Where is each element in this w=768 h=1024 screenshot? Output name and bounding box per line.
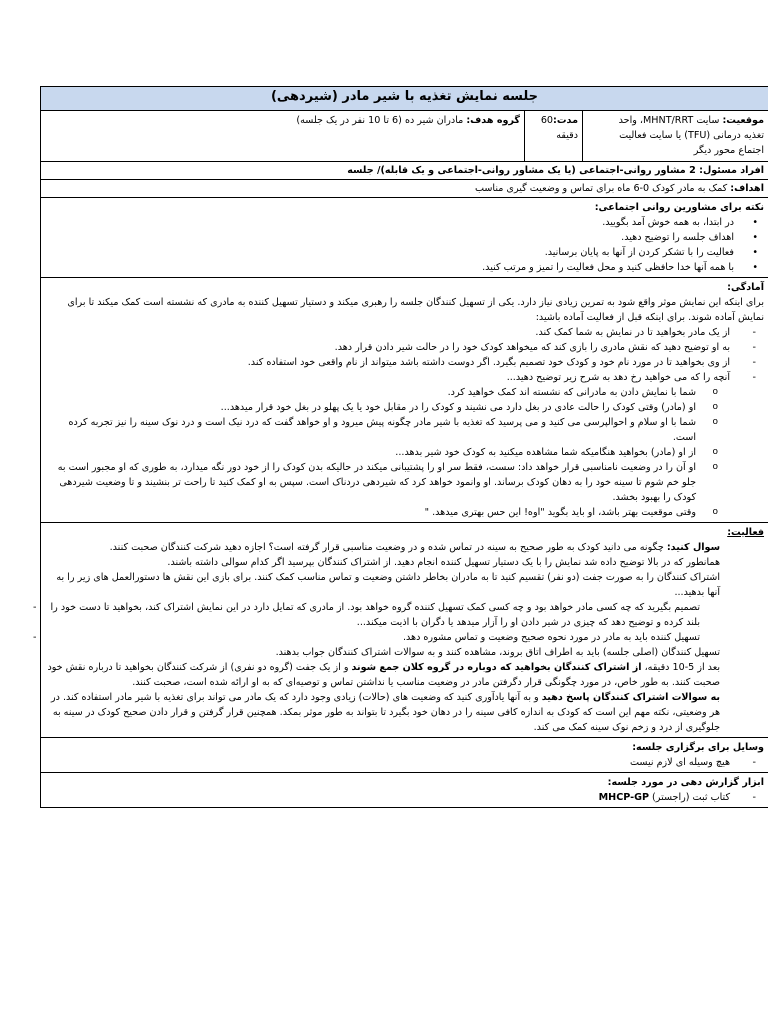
preparation-heading: آمادگی: — [727, 282, 765, 293]
list-item: o شما با نمایش دادن به مادرانی که نشسته اند کمک خواهید کرد. — [45, 385, 696, 400]
duration-cell — [525, 111, 583, 162]
activity-cell — [41, 523, 768, 738]
counselor-notes-cell — [41, 198, 768, 278]
list-item — [45, 660, 720, 690]
reporting-list — [45, 790, 764, 805]
activity-text: اشتراک کنندگان را به صورت جفت (دو نفر) تقسیم کنید تا به مادران بخاطر داشتن وضعیت و تماس مناسب کمک کنند. برای بازی این نقش ها دستورالعمل های زیر را به آنها بدهید... — [56, 572, 721, 598]
activity-bold-text: به سوالات اشتراک کنندگان پاسخ دهید — [541, 692, 721, 703]
activity-text: همانطور که در بالا توضیح داده شد نمایش را با یک دستیار تسهیل کننده انجام دهید. از اشتراک کنندگان بپرسید اگر کدام سوالی داشته باشند. — [167, 557, 721, 568]
tools-cell — [41, 738, 768, 773]
session-title: جلسه نمایش تغذیه با شیر مادر (شیردهی) — [41, 87, 768, 111]
preparation-intro: برای اینکه این نمایش موثر واقع شود به تمرین زیادی نیاز دارد. یکی از تسهیل کنندگان جلسه را رهبری میکند و دستیار تسهیل کننده به مادری که نشسته است کمک میکند تا برای نمایش آماده شوند. برای اینکه قبل از فعالیت آماده باشید: — [67, 297, 765, 323]
list-item — [45, 540, 720, 555]
target-group-cell — [41, 111, 525, 162]
tools-list — [45, 755, 764, 770]
list-item: o او (مادر) وقتی کودک را حالت عادی در بغل دارد می نشیند و کودک را در مقابل خود یا یک پهلو در بغل خود قرار میدهد... — [45, 400, 696, 415]
list-item: - هیچ وسیله ای لازم نیست — [45, 755, 730, 770]
duration-label: مدت: — [553, 115, 579, 126]
list-item: o شما با او سلام و احوالپرسی می کنید و می پرسید که تغذیه با شیر مادر چگونه پیش میرود و او خواهد گفت که درد نیک است و درد نوک سینه را نیز تجربه کرده است. — [45, 415, 696, 445]
goals-value: کمک به مادر کودک 0-6 ماه برای تماس و وضعیت گیری مناسب — [474, 183, 731, 194]
reporting-cell — [41, 773, 768, 808]
session-table — [40, 86, 768, 808]
activity-text: و از یک جفت (گروه دو نفری) از شرکت کنندگان بخواهید تا درباره نقش خود صحبت کنند. به طور خاص، در مورد چگونگی قرار دگرفتن مادر در وضعیت مناسب یا نداشتن تماس و توصیه‌ای که به او ارائه شده است، صحبت کنند. — [47, 662, 721, 688]
list-item — [45, 555, 720, 570]
location-line-2: تغذیه درمانی (TFU) یا سایت فعالیت — [619, 130, 765, 141]
list-item — [45, 690, 720, 735]
tools-heading: وسایل برای برگزاری جلسه: — [632, 742, 765, 753]
register-code: MHCP-GP — [598, 792, 649, 803]
location-line-1: سایت MHNT/RRT، واحد — [618, 115, 723, 126]
preparation-steps — [45, 325, 764, 385]
activity-sub-list — [45, 600, 720, 645]
reporting-heading: ابزار گزارش دهی در مورد جلسه: — [607, 777, 765, 788]
counselor-notes-heading: نکته برای مشاورین روانی اجتماعی: — [594, 202, 765, 213]
activity-text: بعد از 5-10 دقیقه، — [641, 662, 721, 673]
location-line-3: اجتماع محور دیگر — [693, 145, 765, 156]
activity-text: چگونه می دانید کودک به طور صحیح به سینه در تماس شده و در وضعیت مناسبی قرار گرفته است؟ اجازه دهید شرکت کنندگان صحبت کنند. — [109, 542, 667, 553]
target-group-value: مادران شیر ده (6 تا 10 نفر در یک جلسه) — [296, 115, 467, 126]
list-item: o از او (مادر) بخواهید هنگامیکه شما مشاهده میکنید به کودک خود شیر بدهد... — [45, 445, 696, 460]
list-item: - از وی بخواهید تا در مورد نام خود و کودک خود تصمیم بگیرد. اگر دوست داشته باشد میتواند از نام واقعی خود استفاده کند. — [45, 355, 730, 370]
activity-text: تسهیل کنندگان (اصلی جلسه) باید به اطراف اتاق بروند، مشاهده کنند و به سوالات اشتراک کنندگان جواب بدهند. — [275, 647, 721, 658]
list-item: • اهداف جلسه را توضیح دهید. — [45, 230, 734, 245]
session-document — [40, 86, 768, 808]
list-item: o او آن را در وضعیت نامناسبی قرار خواهد داد: سست، فقط سر او را پشتیبانی میکند در حالیکه بدن کودک را از خود دور نگه میدارد، به طوری که او مجبور است به جلو خم شوم تا سینه خود را به دهان کودک برساند. او وانمود خواهد کرد که شیردهی دردناک است. سپس به او کمک کنید تا راحت تر بنشیند و تا وضعیت شیردهی کودک را بهبود بخشد. — [45, 460, 696, 505]
list-item — [45, 790, 730, 805]
goals-label: اهداف: — [730, 183, 765, 194]
target-group-label: گروه هدف: — [466, 115, 521, 126]
location-label: موقعیت: — [722, 115, 765, 126]
list-item: • با همه آنها خدا حافظی کنید و محل فعالیت را تمیز و مرتب کنید. — [45, 260, 734, 275]
responsible-staff-cell — [41, 162, 768, 180]
list-item: o وقتی موقعیت بهتر باشد، او باید بگوید "اوه! این حس بهتری میدهد. " — [45, 505, 696, 520]
activity-list — [45, 540, 764, 735]
counselor-notes-list — [45, 215, 764, 275]
responsible-staff-value: 2 مشاور روانی-اجتماعی (یا یک مشاور روانی-اجتماعی و یک قابله)/ جلسه — [347, 165, 700, 176]
goals-cell — [41, 180, 768, 198]
activity-bold-text: از اشتراک کنندگان بخواهید که دوباره در گروه کلان جمع شوند — [351, 662, 642, 673]
register-text: کتاب ثبت (راجستر) — [649, 792, 731, 803]
list-item: • در ابتدا، به همه خوش آمد بگویید. — [45, 215, 734, 230]
location-cell — [583, 111, 768, 162]
list-item: - از یک مادر بخواهید تا در نمایش به شما کمک کند. — [45, 325, 730, 340]
list-item: - آنچه را که می خواهید رخ دهد به شرح زیر توضیح دهید... — [45, 370, 730, 385]
list-item: - تصمیم بگیرید که چه کسی مادر خواهد بود و چه کسی کمک تسهیل کننده گروه خواهد بود. از مادری که تمایل دارد در این نمایش اشتراک کند، بخواهید تا دست خود را بلند کرده و توضیح دهد که چیزی در شیر دادن او را آزار میدهد یا دگران با اذیت میکند... — [45, 600, 700, 630]
activity-heading: فعالیت: — [727, 527, 765, 538]
duration-value: 60 دقیقه — [540, 115, 579, 141]
preparation-cell — [41, 278, 768, 523]
list-item — [45, 570, 720, 660]
ask-label: سوال کنید: — [666, 542, 721, 553]
list-item: - به او توضیح دهید که نقش مادری را بازی کند که میخواهد کودک خود را در حالت شیر دادن قرار دهد. — [45, 340, 730, 355]
responsible-staff-label: افراد مسئول: — [699, 165, 765, 176]
activity-text: و به آنها یادآوری کنید که وضعیت های (حالات) زیادی وجود دارد که یک مادر می تواند برای تغذیه با شیر مادر استفاده کند. در هر وضعیتی، نکته مهم این است که کودک به اندازه کافی سینه را در دهان خود بگیرد تا بتواند به طور موثر بمکد. همچنین قرار گرفتن و قرار دادن صحیح کودک در سینه به جلوگیری از درد و زخم نوک سینه کمک می کند. — [50, 692, 721, 733]
list-item: • فعالیت را با تشکر کردن از آنها به پایان برسانید. — [45, 245, 734, 260]
demonstration-steps — [45, 385, 764, 520]
list-item: - تسهیل کننده باید به مادر در مورد نحوه صحیح وضعیت و تماس مشوره دهد. — [45, 630, 700, 645]
